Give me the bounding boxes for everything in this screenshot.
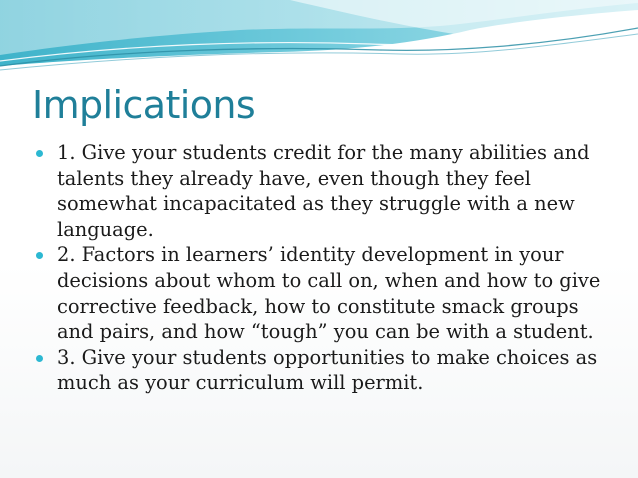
bullet-text: 3. Give your students opportunities to make choices as much as your curriculum will permit. [57, 345, 598, 395]
bullet-text: 2. Factors in learners’ identity development in your decisions about whom to call on, when and how to give corrective feedback, how to constitute smack groups and pairs, and how “tough” you can be with a student. [57, 243, 601, 344]
bullet-item [36, 242, 608, 344]
bullet-item [36, 140, 608, 242]
bullet-text: 1. Give your students credit for the many abilities and talents they already have, even though they feel somewhat incapacitated as they struggle with a new language. [57, 141, 590, 241]
slide-title: Implications [32, 83, 256, 127]
bullet-dot-icon [36, 150, 43, 157]
decorative-wave-banner [0, 0, 638, 80]
bullet-dot-icon [36, 355, 43, 362]
bullet-dot-icon [36, 252, 43, 259]
bullet-item [36, 345, 608, 396]
bullet-list [36, 140, 608, 396]
